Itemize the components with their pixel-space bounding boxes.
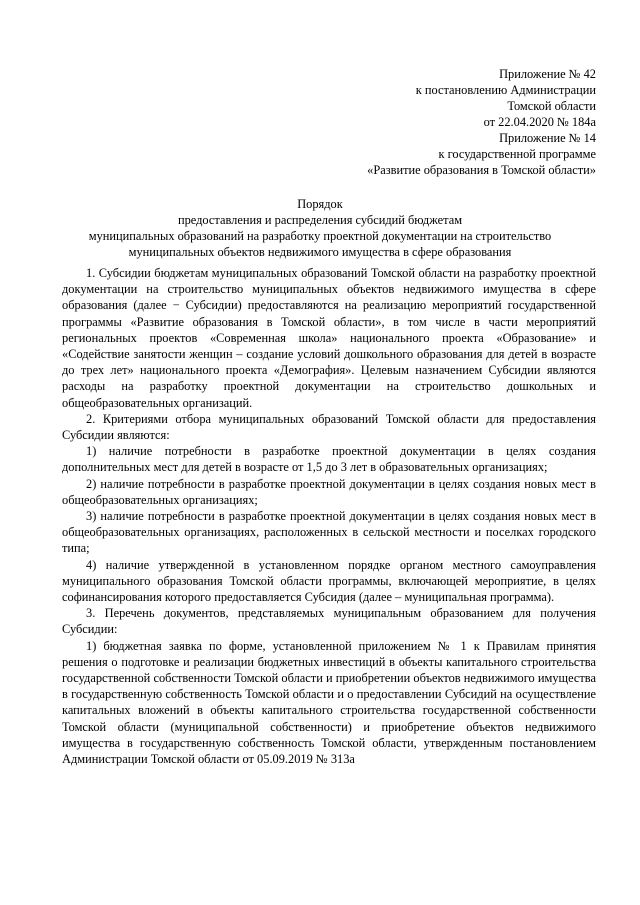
title-line: предоставления и распределения субсидий бюджетам — [177, 213, 463, 227]
resolution-date: от 22.04.2020 № 184а — [483, 115, 596, 129]
program-name: «Развитие образования в Томской области» — [367, 163, 596, 177]
document-title — [30, 196, 610, 260]
paragraph: 3) наличие потребности в разработке проектной документации в целях создания новых мест в общеобразовательных организациях, расположенных в сельской местности и поселках городского типа; — [62, 509, 596, 556]
paragraph: 2) наличие потребности в разработке проектной документации в целях создания новых мест в общеобразовательных организациях; — [62, 476, 596, 507]
paragraph: 3. Перечень документов, представляемых муниципальным образованием для получения Субсидии: — [62, 606, 596, 637]
appendix-number: Приложение № 42 — [499, 67, 596, 81]
paragraph: 4) наличие утвержденной в установленном порядке органом местного самоуправления муниципального образования Томской области программы, включающей мероприятие, в целях софинансирования которого предоставляется Субсидия (далее – муниципальная программа). — [62, 557, 596, 605]
paragraph: 1) бюджетная заявка по форме, установленной приложением № 1 к Правилам принятия решения о подготовке и реализации бюджетных инвестиций в объекты капитального строительства государственной собственности Томской области и приобретении объектов недвижимого имущества в государственную собственность Томской области и о предоставлении Субсидий на осуществление капитальных вложений в объекты капитального строительства государственной собственности Томской области (муниципальной собственности) и приобретение объектов недвижимого имущества в государственную собственность Томской области, утвержденным постановлением Администрации Томской области от 05.09.2019 № 313а — [62, 638, 596, 767]
program-appendix-number: Приложение № 14 — [499, 131, 596, 145]
program-reference: к государственной программе — [438, 147, 596, 161]
paragraph: 1. Субсидии бюджетам муниципальных образований Томской области на разработку проектной документации на строительство муниципальных объектов недвижимого имущества в сфере образования (далее − Субсидии) предоставляются на реализацию мероприятий государственной программы «Развитие образования в Томской области», в том числе в части мероприятий региональных проектов «Современная школа» национального проекта «Образование» и «Содействие занятости женщин – создание условий дошкольного образования для детей в возрасте до трех лет» национального проекта «Демография». Целевым назначением Субсидии являются расходы на разработку проектной документации на строительство дошкольных и общеобразовательных организаций. — [62, 266, 596, 410]
paragraph: 2. Критериями отбора муниципальных образований Томской области для предоставления Субсидии являются: — [62, 411, 596, 443]
appendix-header — [330, 66, 596, 178]
document-body — [62, 265, 596, 767]
resolution-reference: к постановлению Администрации — [415, 83, 596, 97]
title-line: Порядок — [297, 197, 343, 211]
region-name: Томской области — [507, 99, 596, 113]
paragraph: 1) наличие потребности в разработке проектной документации в целях создания дополнительных мест для детей в возрасте от 1,5 до 3 лет в образовательных организациях; — [62, 444, 596, 475]
title-line: муниципальных объектов недвижимого имущества в сфере образования — [128, 245, 512, 259]
title-line: муниципальных образований на разработку проектной документации на строительство — [88, 229, 552, 243]
